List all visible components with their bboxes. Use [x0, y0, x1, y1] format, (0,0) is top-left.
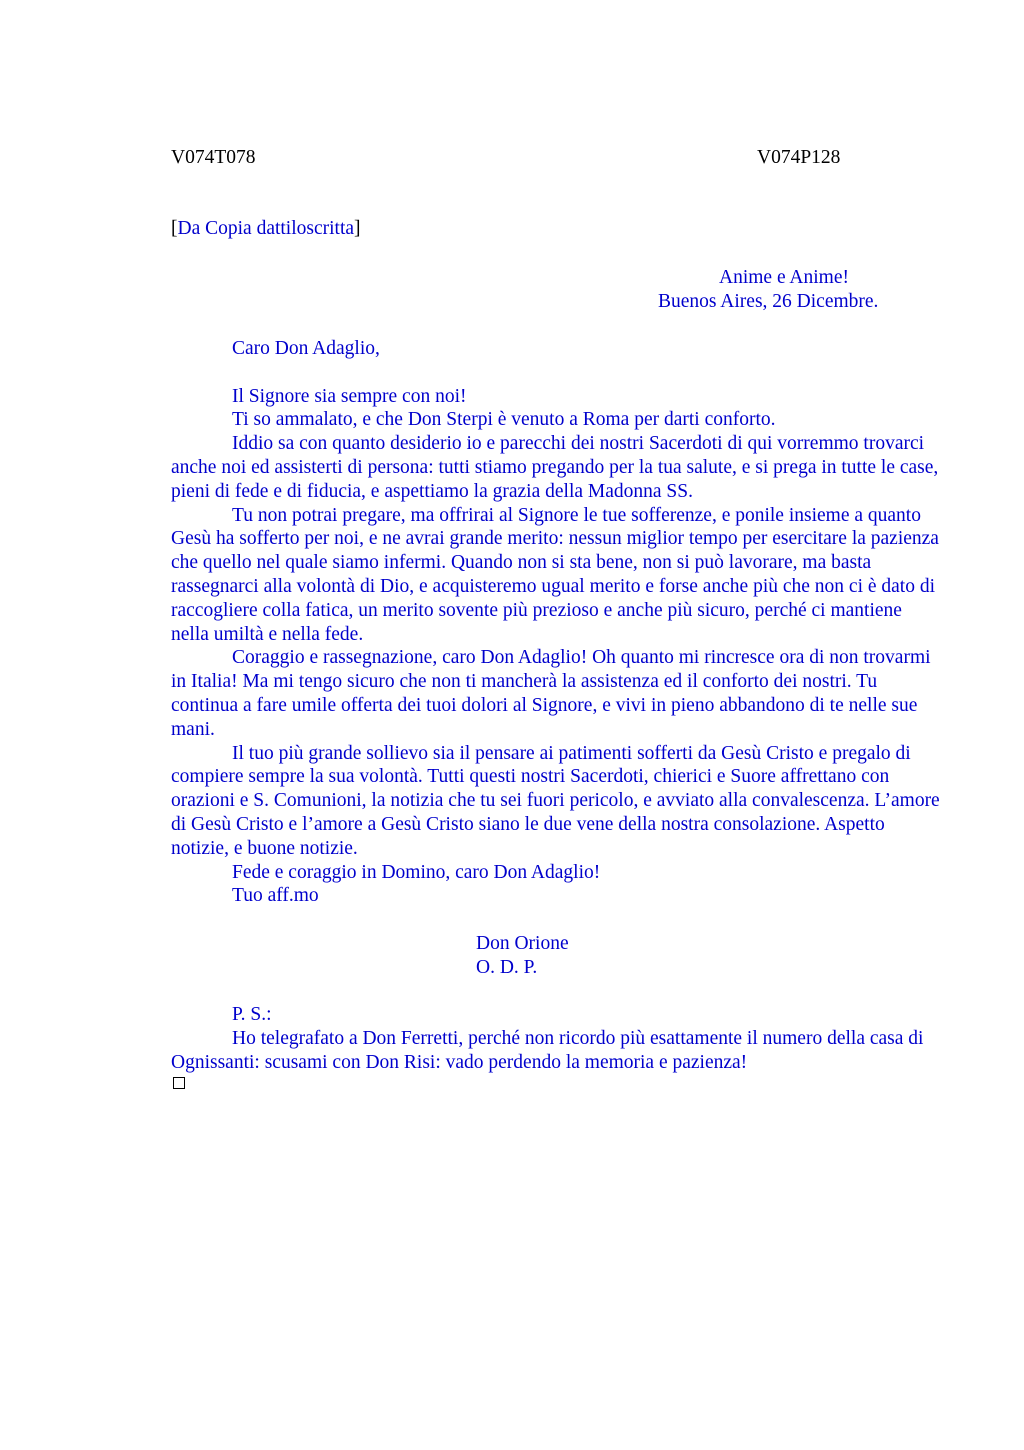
source-bracket-open: [: [171, 218, 178, 239]
signature-name: Don Orione: [476, 932, 569, 954]
source-note: [171, 217, 361, 241]
letter-place-date: Buenos Aires, 26 Dicembre.: [658, 291, 879, 312]
letter-valediction: Tuo aff.mo: [232, 885, 319, 907]
letter-opening: Il Signore sia sempre con noi!: [232, 385, 467, 407]
document-code-right: V074P128: [757, 147, 841, 168]
letter-paragraph: Il tuo più grande sollievo sia il pensare ai patimenti sofferti da Gesù Cristo e pregalo di compiere sempre la sua volontà. Tutti questi nostri Sacerdoti, chierici e Suore affrettano con orazioni e S. Comunioni, la notizia che tu sei fuori pericolo, e avviato alla convalescenza. L’amore di Gesù Cristo e l’amore a Gesù Cristo siano le due vene della nostra consolazione. Aspetto notizie, e buone notizie.: [171, 742, 940, 859]
letter-paragraph: Coraggio e rassegnazione, caro Don Adaglio! Oh quanto mi rincresce ora di non trovarmi in Italia! Ma mi tengo sicuro che non ti mancherà la assistenza ed il conforto dei nostri. Tu continua a fare umile offerta dei tuoi dolori al Signore, e vivi in pieno abbandono di te nelle sue mani.: [171, 647, 931, 740]
document-code-left: V074T078: [171, 147, 256, 168]
signature-title: O. D. P.: [476, 956, 538, 978]
postscript-text: Ho telegrafato a Don Ferretti, perché non ricordo più esattamente il numero della casa di Ognissanti: scusami con Don Risi: vado perdendo la memoria e pazienza!: [171, 1028, 924, 1073]
letter-paragraph: Ti so ammalato, e che Don Sterpi è venuto a Roma per darti conforto.: [232, 409, 776, 431]
letter-paragraph: Tu non potrai pregare, ma offrirai al Signore le tue sofferenze, e ponile insieme a quanto Gesù ha sofferto per noi, e ne avrai grande merito: nessun miglior tempo per esercitare la pazienza che quello nel quale siamo infermi. Quando non si sta bene, non si può lavorare, ma basta rassegnarci alla volontà di Dio, e acquisteremo ugual merito e forse anche più che non ci è dato di raccogliere colla fatica, un merito sovente più prezioso e anche più sicuro, perché ci mantiene nella umiltà e nella fede.: [171, 504, 939, 645]
letter-motto: Anime e Anime!: [719, 267, 849, 288]
source-bracket-close: ]: [354, 218, 361, 239]
source-label: Da Copia dattiloscritta: [177, 218, 355, 239]
letter-paragraph: Iddio sa con quanto desiderio io e parecchi dei nostri Sacerdoti di qui vorremmo trovarci anche noi ed assisterti di persona: tutti stiamo pregando per la tua salute, e si prega in tutte le case, pieni di fede e di fiducia, e aspettiamo la grazia della Madonna SS.: [171, 433, 939, 502]
letter-salutation: Caro Don Adaglio,: [232, 338, 380, 359]
end-marker-box: [173, 1077, 185, 1089]
letter-body: [171, 337, 941, 1075]
letter-closing-line: Fede e coraggio in Domino, caro Don Adaglio!: [232, 861, 601, 883]
postscript-label: P. S.:: [232, 1004, 272, 1026]
